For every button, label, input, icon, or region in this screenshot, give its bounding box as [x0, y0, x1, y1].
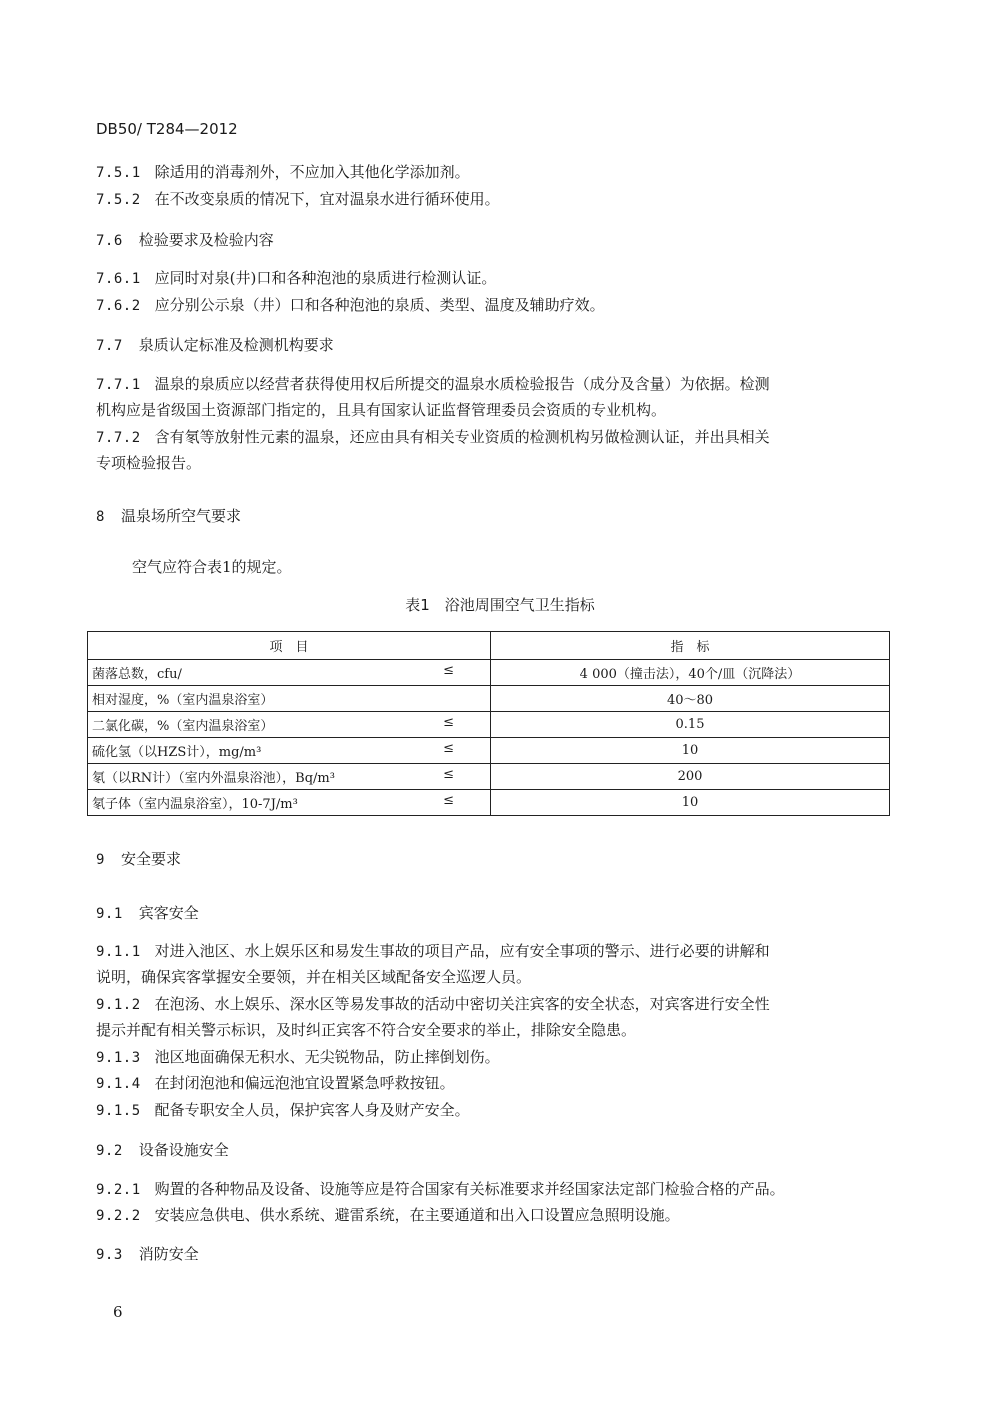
- clause-9-1-2: [96, 991, 896, 1018]
- clause-number: 9.1.2: [96, 997, 141, 1013]
- item-label: 氡子体（室内温泉浴室），10-7J/m³: [92, 797, 298, 812]
- clause-number: 7.7.1: [96, 377, 141, 393]
- table-row: [88, 790, 890, 816]
- table-cell-value: 200: [491, 764, 890, 790]
- heading-7-7: [96, 332, 896, 359]
- clause-number: 7.6.2: [96, 298, 141, 314]
- operator: ≤: [443, 715, 454, 730]
- table-cell-item: [88, 686, 491, 712]
- heading-9: [96, 846, 896, 873]
- heading-9-2: [96, 1137, 896, 1164]
- clause-number: 9.2.2: [96, 1208, 141, 1224]
- heading-text: 泉质认定标准及检测机构要求: [138, 336, 334, 354]
- clause-7-6-1: [96, 265, 896, 292]
- table-cell-item: [88, 660, 491, 686]
- heading-text: 设备设施安全: [138, 1141, 229, 1159]
- heading-text: 安全要求: [120, 850, 181, 868]
- table-cell-item: [88, 712, 491, 738]
- heading-number: 8: [96, 509, 105, 525]
- clause-text: 在泡汤、水上娱乐、深水区等易发事故的活动中密切关注宾客的安全状态，对宾客进行安全性: [154, 995, 770, 1013]
- operator: ≤: [443, 663, 454, 678]
- heading-number: 9.2: [96, 1143, 123, 1159]
- clause-text: 含有氡等放射性元素的温泉，还应由具有相关专业资质的检测机构另做检测认证，并出具相关: [154, 428, 770, 446]
- clause-number: 9.1.5: [96, 1103, 141, 1119]
- item-label: 菌落总数，cfu/: [92, 667, 182, 682]
- item-label: 氡（以RN计）（室内外温泉浴池），Bq/m³: [92, 771, 335, 786]
- heading-9-3: [96, 1241, 896, 1268]
- table-cell-value: 4 000（撞击法），40个/皿（沉降法）: [491, 660, 890, 686]
- operator: ≤: [443, 767, 454, 782]
- heading-7-6: [96, 227, 896, 254]
- clause-7-6-2: [96, 292, 896, 319]
- clause-number: 9.1.1: [96, 944, 141, 960]
- clause-7-7-2-cont: 专项检验报告。: [96, 454, 202, 472]
- clause-number: 9.1.4: [96, 1076, 141, 1092]
- clause-9-1-1: [96, 938, 896, 965]
- clause-7-7-2: [96, 424, 896, 451]
- heading-number: 9.1: [96, 906, 123, 922]
- clause-text: 在封闭泡池和偏远泡池宜设置紧急呼救按钮。: [154, 1074, 455, 1092]
- clause-7-7-1-cont: 机构应是省级国土资源部门指定的，且具有国家认证监督管理委员会资质的专业机构。: [96, 401, 667, 419]
- table-header-row: [88, 632, 890, 660]
- table-cell-item: [88, 738, 491, 764]
- heading-number: 9: [96, 852, 105, 868]
- clause-text: 对进入池区、水上娱乐区和易发生事故的项目产品，应有安全事项的警示、进行必要的讲解和: [154, 942, 770, 960]
- clause-text: 池区地面确保无积水、无尖锐物品，防止摔倒划伤。: [154, 1048, 500, 1066]
- clause-number: 7.7.2: [96, 430, 141, 446]
- clause-7-5-2: [96, 186, 896, 213]
- heading-text: 消防安全: [138, 1245, 199, 1263]
- clause-number: 9.2.1: [96, 1182, 141, 1198]
- clause-text: 安装应急供电、供水系统、避雷系统，在主要通道和出入口设置应急照明设施。: [154, 1206, 680, 1224]
- heading-number: 7.7: [96, 338, 123, 354]
- heading-text: 检验要求及检验内容: [138, 231, 274, 249]
- page-number: 6: [113, 1303, 123, 1321]
- clause-7-7-1: [96, 371, 896, 398]
- clause-text: 购置的各种物品及设备、设施等应是符合国家有关标准要求并经国家法定部门检验合格的产品。: [154, 1180, 785, 1198]
- table-cell-value: 40～80: [491, 686, 890, 712]
- table-cell-value: 10: [491, 738, 890, 764]
- clause-text: 配备专职安全人员，保护宾客人身及财产安全。: [154, 1101, 470, 1119]
- heading-9-1: [96, 900, 896, 927]
- item-label: 硫化氢（以HZS计），mg/m³: [92, 745, 262, 760]
- clause-9-1-3: [96, 1044, 896, 1071]
- clause-text: 应同时对泉(井)口和各种泡池的泉质进行检测认证。: [154, 269, 497, 287]
- document-id: DB50/ T284—2012: [96, 120, 238, 138]
- table-cell-value: 10: [491, 790, 890, 816]
- clause-number: 9.1.3: [96, 1050, 141, 1066]
- table-cell-item: [88, 790, 491, 816]
- table-header-value: 指 标: [491, 632, 890, 660]
- clause-number: 7.5.1: [96, 165, 141, 181]
- item-label: 二氯化碳，%（室内温泉浴室）: [92, 719, 274, 734]
- table-row: [88, 712, 890, 738]
- heading-8: [96, 503, 896, 530]
- clause-7-5-1: [96, 159, 896, 186]
- clause-9-1-1-cont: 说明，确保宾客掌握安全要领，并在相关区域配备安全巡逻人员。: [96, 968, 532, 986]
- clause-text: 应分别公示泉（井）口和各种泡池的泉质、类型、温度及辅助疗效。: [154, 296, 605, 314]
- table-header-item: 项 目: [88, 632, 491, 660]
- clause-number: 7.5.2: [96, 192, 141, 208]
- table-row: [88, 686, 890, 712]
- clause-9-1-4: [96, 1070, 896, 1097]
- heading-text: 温泉场所空气要求: [120, 507, 241, 525]
- table-title: 表1 浴池周围空气卫生指标: [405, 596, 595, 614]
- heading-text: 宾客安全: [138, 904, 199, 922]
- operator: ≤: [443, 741, 454, 756]
- table-cell-item: [88, 764, 491, 790]
- operator: ≤: [443, 793, 454, 808]
- section-8-intro: 空气应符合表1的规定。: [132, 558, 292, 576]
- heading-number: 7.6: [96, 233, 123, 249]
- table-row: [88, 660, 890, 686]
- clause-9-1-5: [96, 1097, 896, 1124]
- clause-9-2-1: [96, 1176, 896, 1203]
- air-quality-table: [87, 631, 890, 816]
- table-cell-value: 0.15: [491, 712, 890, 738]
- clause-text: 除适用的消毒剂外，不应加入其他化学添加剂。: [154, 163, 470, 181]
- clause-text: 温泉的泉质应以经营者获得使用权后所提交的温泉水质检验报告（成分及含量）为依据。检测: [154, 375, 770, 393]
- heading-number: 9.3: [96, 1247, 123, 1263]
- item-label: 相对湿度，%（室内温泉浴室）: [92, 693, 274, 708]
- table-row: [88, 764, 890, 790]
- clause-9-1-2-cont: 提示并配有相关警示标识，及时纠正宾客不符合安全要求的举止，排除安全隐患。: [96, 1021, 637, 1039]
- clause-number: 7.6.1: [96, 271, 141, 287]
- clause-9-2-2: [96, 1202, 896, 1229]
- clause-text: 在不改变泉质的情况下，宜对温泉水进行循环使用。: [154, 190, 500, 208]
- table-row: [88, 738, 890, 764]
